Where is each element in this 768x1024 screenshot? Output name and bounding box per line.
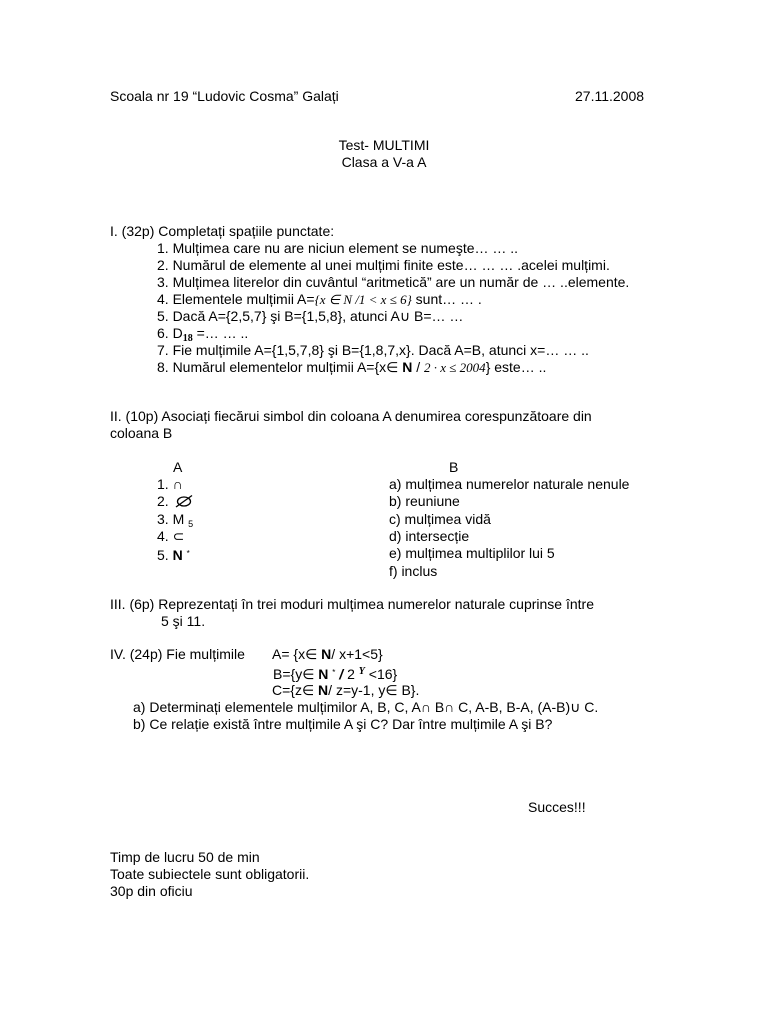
column-a-item-2 — [157, 493, 195, 510]
section-3-heading: III. (6p) Reprezentați în trei moduri mulțimea numerelor naturale cuprinse între — [110, 596, 594, 612]
set-b-exponent: Y — [358, 666, 365, 677]
section-3-heading-cont: 5 şi 11. — [161, 613, 206, 629]
set-b-naturals: N — [318, 666, 329, 682]
set-a-text: A= {x∈ — [272, 646, 322, 662]
section-4-question-a: a) Determinați elementele mulțimilor A, B, C, A∩ B∩ C, A-B, B-A, (A-B)∪ C. — [133, 699, 599, 715]
column-b-item-a: a) mulțimea numerelor naturale nenule — [389, 476, 630, 492]
item-8-condition: 2 · x ≤ 2004 — [424, 360, 486, 375]
section-1-heading: I. (32p) Completați spațiile punctate: — [110, 223, 335, 239]
section-4-heading: IV. (24p) Fie mulțimile — [110, 646, 245, 662]
set-c-definition — [272, 682, 419, 699]
section-4-question-b: b) Ce relație există între mulțimile A şi C? Dar între mulțimile A şi B? — [133, 716, 553, 732]
set-b-base: 2 — [343, 666, 355, 682]
section-1-item-4 — [157, 291, 482, 308]
item-3-subscript: 5 — [188, 519, 194, 529]
section-1-item-5: 5. Dacă A={2,5,7} şi B={1,5,8}, atunci A∪ B=… … — [157, 308, 464, 324]
footer-time: Timp de lucru 50 de min — [110, 849, 260, 865]
column-a-item-4: 4. ⊂ — [157, 528, 185, 544]
column-b-item-b: b) reuniune — [389, 493, 460, 509]
set-b-condition: <16} — [364, 666, 398, 682]
column-a-item-5 — [157, 545, 190, 564]
column-b-item-c: c) mulțimea vidă — [389, 511, 491, 527]
item-4-tail: sunt… … . — [411, 291, 482, 307]
item-4-text: 4. Elementele mulțimii A= — [157, 291, 315, 307]
section-1-item-2: 2. Numărul de elemente al unei mulțimi finite este… … … .acelei mulțimi. — [157, 257, 610, 273]
set-c-text: C={z∈ — [272, 682, 319, 698]
test-date: 27.11.2008 — [575, 88, 645, 104]
set-c-condition: / z=y-1, y∈ B}. — [328, 682, 420, 698]
set-b-slash: / — [335, 666, 344, 682]
set-c-naturals: N — [318, 682, 329, 698]
set-b-star: * — [332, 668, 336, 677]
footer-points: 30p din oficiu — [110, 883, 193, 899]
closing-message: Succes!!! — [528, 799, 586, 815]
item-4-set-expression: {x ∈ N /1 < x ≤ 6} — [314, 292, 412, 307]
item-8-text: 8. Numărul elementelor mulțimii A={x∈ — [157, 359, 403, 375]
column-b-item-f: f) inclus — [389, 563, 438, 579]
empty-set-icon — [173, 494, 195, 508]
column-a-header: A — [173, 459, 183, 475]
section-2-heading: II. (10p) Asociați fiecărui simbol din coloana A denumirea corespunzătoare din — [110, 408, 592, 424]
item-6-text: 6. D — [157, 325, 183, 341]
column-b-header: B — [449, 459, 459, 475]
item-6-subscript: 18 — [182, 333, 193, 344]
item-8-slash: / — [412, 359, 425, 375]
item-5-number: 5. — [157, 547, 173, 563]
section-1-item-1: 1. Mulțimea care nu are niciun element se numeşte… … .. — [157, 240, 519, 256]
column-a-item-1: 1. ∩ — [157, 476, 183, 492]
item-2-number: 2. — [157, 493, 169, 509]
item-5-star: * — [186, 549, 190, 558]
item-5-naturals: N — [172, 547, 183, 563]
class-name: Clasa a V-a A — [341, 154, 427, 170]
section-1-item-3: 3. Mulțimea literelor din cuvântul “aritmetică” are un număr de … ..elemente. — [157, 274, 630, 290]
set-a-condition: / x+1<5} — [331, 646, 383, 662]
item-6-tail: =… … .. — [192, 325, 249, 341]
footer-mandatory: Toate subiectele sunt obligatorii. — [110, 866, 310, 882]
set-b-definition — [273, 663, 397, 683]
column-b-item-e: e) mulțimea multiplilor lui 5 — [389, 545, 555, 561]
set-a-naturals: N — [321, 646, 332, 662]
column-b-item-d: d) intersecție — [389, 528, 470, 544]
set-b-text: B={y∈ — [273, 666, 319, 682]
test-title: Test- MULTIMI — [338, 137, 430, 153]
school-name: Scoala nr 19 “Ludovic Cosma” Galați — [110, 88, 339, 104]
item-8-tail: } este… .. — [485, 359, 547, 375]
item-3-text: 3. M — [157, 511, 185, 527]
item-8-naturals: N — [402, 359, 413, 375]
section-1-item-7: 7. Fie mulțimile A={1,5,7,8} şi B={1,8,7,x}. Dacă A=B, atunci x=… … .. — [157, 342, 589, 358]
set-a-definition — [272, 646, 383, 663]
section-2-heading-cont: coloana B — [110, 425, 173, 441]
section-1-item-8 — [157, 359, 546, 376]
